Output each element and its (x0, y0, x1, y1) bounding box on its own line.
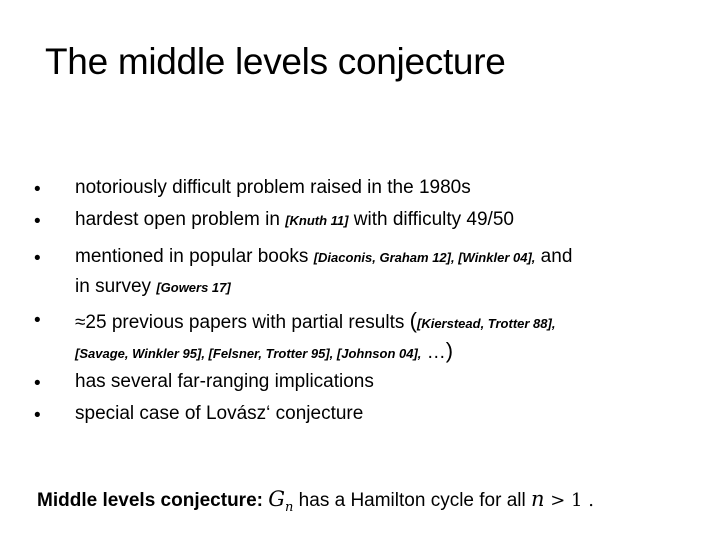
condition-relation: > 1 . (544, 490, 594, 511)
bullet-text-after: with difficulty 49/50 (348, 209, 514, 230)
graph-letter: G (268, 487, 286, 511)
bullet-item-6 (75, 403, 363, 425)
bullet-marker: • (34, 248, 41, 269)
conjecture-text: has a Hamilton cycle for all (293, 490, 531, 511)
bullet-text: has several far-ranging implications (75, 371, 374, 392)
conjecture-statement (37, 487, 594, 515)
bullet-marker: • (34, 310, 41, 331)
open-paren: ( (409, 308, 417, 333)
bullet-marker: • (34, 405, 41, 426)
graph-subscript: n (285, 500, 294, 516)
bullet-text: special case of Lovász‘ conjecture (75, 403, 364, 424)
graph-symbol (268, 487, 294, 516)
bullet-text: hardest open problem in (75, 209, 286, 230)
bullet-text-after: and (535, 246, 573, 267)
bullet-marker: • (34, 373, 41, 394)
bullet-item-4 (75, 308, 555, 334)
ellipsis: … (421, 342, 446, 363)
bullet-item-1 (75, 177, 471, 199)
bullet-item-3-continuation (75, 276, 231, 298)
bullet-text: notoriously difficult problem raised in the 1980s (75, 177, 471, 198)
citation: [Savage, Winkler 95], [Felsner, Trotter 95], [Johnson 04], (75, 346, 422, 361)
condition-variable: n (531, 487, 545, 511)
citation: [Knuth 11] (285, 213, 349, 228)
bullet-text: in survey (75, 276, 157, 297)
bullet-item-5 (75, 371, 374, 393)
bullet-item-4-continuation (75, 338, 453, 364)
conjecture-label: Middle levels conjecture: (37, 490, 263, 511)
bullet-item-3 (75, 246, 572, 268)
citation: [Kierstead, Trotter 88], (416, 316, 556, 331)
bullet-text: ≈25 previous papers with partial results (75, 312, 410, 333)
citation: [Gowers 17] (156, 280, 231, 295)
bullet-text: mentioned in popular books (75, 246, 314, 267)
bullet-marker: • (34, 179, 41, 200)
slide-title: The middle levels conjecture (45, 41, 506, 82)
bullet-marker: • (34, 211, 41, 232)
close-paren: ) (445, 338, 454, 363)
citation: [Diaconis, Graham 12], [Winkler 04], (313, 250, 536, 265)
bullet-item-2 (75, 209, 514, 231)
